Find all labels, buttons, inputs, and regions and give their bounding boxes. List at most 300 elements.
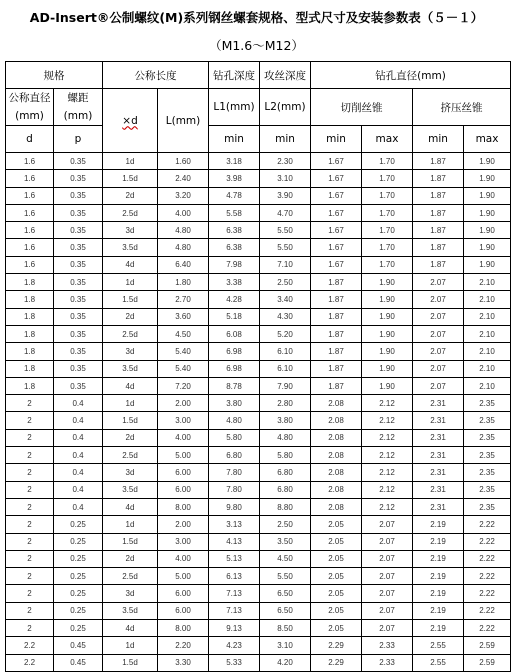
table-cell: 2.50 — [260, 516, 311, 533]
table-cell: 5.80 — [260, 447, 311, 464]
table-cell: 0.45 — [54, 654, 103, 671]
table-cell: 2.22 — [464, 585, 511, 602]
table-cell: 7.13 — [209, 585, 260, 602]
table-cell: 0.4 — [54, 395, 103, 412]
table-cell: 2.07 — [362, 550, 413, 567]
table-cell: 5.40 — [158, 343, 209, 360]
table-cell: 2.31 — [413, 429, 464, 446]
table-cell: 0.35 — [54, 308, 103, 325]
table-cell: 0.35 — [54, 343, 103, 360]
table-cell: 4.80 — [158, 222, 209, 239]
table-row — [6, 395, 511, 412]
header-l1: L1(mm) — [209, 89, 260, 126]
table-cell: 4.30 — [260, 308, 311, 325]
table-cell: 1.90 — [464, 204, 511, 221]
table-cell: 1.90 — [464, 153, 511, 170]
table-cell: 1.5d — [103, 654, 158, 671]
table-cell: 0.25 — [54, 620, 103, 637]
table-cell: 2 — [6, 498, 54, 515]
table-cell: 2.07 — [413, 274, 464, 291]
table-cell: 4.28 — [209, 291, 260, 308]
table-cell: 2 — [6, 602, 54, 619]
table-cell: 1.90 — [464, 239, 511, 256]
table-cell: 2.08 — [311, 481, 362, 498]
table-cell: 2.5d — [103, 447, 158, 464]
table-cell: 0.35 — [54, 222, 103, 239]
table-cell: 0.35 — [54, 170, 103, 187]
table-cell: 2 — [6, 412, 54, 429]
table-cell: 1d — [103, 153, 158, 170]
table-row — [6, 429, 511, 446]
table-cell: 2.10 — [464, 360, 511, 377]
table-cell: 4.80 — [158, 239, 209, 256]
table-cell: 2.08 — [311, 395, 362, 412]
table-cell: 1.67 — [311, 170, 362, 187]
table-cell: 1.5d — [103, 412, 158, 429]
table-cell: 2d — [103, 429, 158, 446]
table-cell: 6.38 — [209, 239, 260, 256]
table-cell: 3.90 — [260, 187, 311, 204]
table-cell: 2.22 — [464, 533, 511, 550]
table-cell: 2.55 — [413, 654, 464, 671]
table-cell: 2 — [6, 395, 54, 412]
table-cell: 1.6 — [6, 256, 54, 273]
header-length-l: L(mm) — [158, 89, 209, 153]
table-cell: 2.31 — [413, 395, 464, 412]
table-cell: 0.35 — [54, 291, 103, 308]
table-cell: 6.50 — [260, 602, 311, 619]
table-cell: 2.07 — [413, 325, 464, 342]
header-cutting-min: min — [311, 126, 362, 153]
table-cell: 2.07 — [362, 585, 413, 602]
header-pitch — [54, 89, 103, 126]
table-cell: 4d — [103, 498, 158, 515]
table-cell: 1.87 — [311, 360, 362, 377]
table-cell: 0.35 — [54, 256, 103, 273]
table-cell: 2.35 — [464, 412, 511, 429]
table-cell: 1.8 — [6, 308, 54, 325]
table-cell: 2.29 — [311, 654, 362, 671]
table-cell: 5.20 — [260, 325, 311, 342]
table-row — [6, 377, 511, 394]
table-row — [6, 153, 511, 170]
table-row — [6, 256, 511, 273]
table-row — [6, 516, 511, 533]
table-cell: 3.38 — [209, 274, 260, 291]
table-cell: 2.08 — [311, 498, 362, 515]
table-cell: 2 — [6, 429, 54, 446]
table-cell: 1.6 — [6, 187, 54, 204]
table-cell: 4.00 — [158, 550, 209, 567]
table-cell: 2.50 — [260, 274, 311, 291]
header-drill-diameter: 钻孔直径(mm) — [311, 62, 511, 89]
table-row — [6, 222, 511, 239]
header-l2: L2(mm) — [260, 89, 311, 126]
table-cell: 5.50 — [260, 239, 311, 256]
header-cutting-tap: 切削丝锥 — [311, 89, 413, 126]
table-cell: 5.18 — [209, 308, 260, 325]
table-cell: 2.07 — [413, 343, 464, 360]
header-forming-max: max — [464, 126, 511, 153]
table-cell: 1.70 — [362, 153, 413, 170]
table-cell: 8.78 — [209, 377, 260, 394]
table-cell: 1.80 — [158, 274, 209, 291]
table-cell: 2.05 — [311, 620, 362, 637]
table-cell: 4d — [103, 256, 158, 273]
spec-table — [5, 61, 511, 672]
header-p-symbol: p — [54, 126, 103, 153]
table-cell: 1.87 — [311, 291, 362, 308]
table-cell: 4d — [103, 620, 158, 637]
table-cell: 1.70 — [362, 239, 413, 256]
table-row — [6, 343, 511, 360]
table-cell: 2.10 — [464, 325, 511, 342]
table-cell: 2d — [103, 550, 158, 567]
table-cell: 2 — [6, 568, 54, 585]
table-cell: 2.19 — [413, 602, 464, 619]
table-cell: 2.05 — [311, 533, 362, 550]
table-cell: 7.80 — [209, 481, 260, 498]
table-cell: 4.50 — [158, 325, 209, 342]
header-xd: ×d — [103, 89, 158, 153]
table-row — [6, 239, 511, 256]
table-cell: 4.13 — [209, 533, 260, 550]
table-cell: 2.5d — [103, 204, 158, 221]
table-cell: 1.6 — [6, 153, 54, 170]
table-cell: 6.08 — [209, 325, 260, 342]
table-cell: 1.87 — [311, 325, 362, 342]
table-cell: 4.78 — [209, 187, 260, 204]
table-cell: 2.2 — [6, 654, 54, 671]
table-cell: 1.70 — [362, 187, 413, 204]
table-cell: 2.19 — [413, 550, 464, 567]
table-cell: 6.80 — [260, 481, 311, 498]
table-cell: 3.20 — [158, 187, 209, 204]
table-cell: 3.5d — [103, 481, 158, 498]
table-cell: 2.12 — [362, 395, 413, 412]
table-cell: 3.10 — [260, 637, 311, 654]
table-cell: 2.30 — [260, 153, 311, 170]
table-cell: 3.98 — [209, 170, 260, 187]
table-cell: 1.90 — [362, 343, 413, 360]
table-cell: 8.50 — [260, 620, 311, 637]
table-cell: 0.4 — [54, 412, 103, 429]
table-row — [6, 204, 511, 221]
table-cell: 2.12 — [362, 429, 413, 446]
table-row — [6, 498, 511, 515]
table-cell: 2 — [6, 585, 54, 602]
header-nominal-length: 公称长度 — [103, 62, 209, 89]
table-cell: 3d — [103, 343, 158, 360]
table-cell: 1.5d — [103, 291, 158, 308]
table-header — [6, 62, 511, 153]
table-row — [6, 170, 511, 187]
table-cell: 2.5d — [103, 325, 158, 342]
header-forming-tap: 挤压丝锥 — [413, 89, 511, 126]
table-cell: 1.70 — [362, 204, 413, 221]
table-cell: 3d — [103, 222, 158, 239]
table-cell: 0.25 — [54, 568, 103, 585]
table-cell: 2.70 — [158, 291, 209, 308]
table-cell: 2.35 — [464, 395, 511, 412]
table-row — [6, 533, 511, 550]
table-cell: 6.10 — [260, 360, 311, 377]
table-cell: 3.40 — [260, 291, 311, 308]
table-cell: 3.18 — [209, 153, 260, 170]
table-cell: 5.33 — [209, 654, 260, 671]
table-cell: 2.2 — [6, 637, 54, 654]
table-cell: 2.07 — [362, 602, 413, 619]
table-row — [6, 291, 511, 308]
table-cell: 1.87 — [413, 204, 464, 221]
table-cell: 4.20 — [260, 654, 311, 671]
table-cell: 2.12 — [362, 464, 413, 481]
table-cell: 2.20 — [158, 637, 209, 654]
table-cell: 1d — [103, 395, 158, 412]
table-row — [6, 274, 511, 291]
table-cell: 2.12 — [362, 412, 413, 429]
table-cell: 2.19 — [413, 516, 464, 533]
table-cell: 1.87 — [311, 274, 362, 291]
table-cell: 3.5d — [103, 239, 158, 256]
table-cell: 1.90 — [464, 187, 511, 204]
table-cell: 1.70 — [362, 170, 413, 187]
table-cell: 7.20 — [158, 377, 209, 394]
table-cell: 1.90 — [362, 360, 413, 377]
table-cell: 6.98 — [209, 343, 260, 360]
table-cell: 2.07 — [362, 533, 413, 550]
table-cell: 0.25 — [54, 602, 103, 619]
table-cell: 7.98 — [209, 256, 260, 273]
table-cell: 2.00 — [158, 395, 209, 412]
table-cell: 2.31 — [413, 464, 464, 481]
table-cell: 6.10 — [260, 343, 311, 360]
table-cell: 1.67 — [311, 222, 362, 239]
table-row — [6, 187, 511, 204]
table-cell: 7.13 — [209, 602, 260, 619]
table-cell: 5.50 — [260, 568, 311, 585]
table-cell: 2.07 — [413, 360, 464, 377]
table-cell: 3.30 — [158, 654, 209, 671]
table-cell: 1.90 — [362, 377, 413, 394]
table-cell: 4.80 — [209, 412, 260, 429]
table-cell: 4.80 — [260, 429, 311, 446]
table-cell: 9.80 — [209, 498, 260, 515]
table-cell: 5.50 — [260, 222, 311, 239]
header-l2-min: min — [260, 126, 311, 153]
table-cell: 2.22 — [464, 516, 511, 533]
table-cell: 8.80 — [260, 498, 311, 515]
table-row — [6, 602, 511, 619]
document-subtitle: （M1.6～M12） — [209, 38, 304, 53]
table-cell: 2.07 — [362, 516, 413, 533]
table-cell: 6.80 — [260, 464, 311, 481]
table-cell: 0.4 — [54, 429, 103, 446]
table-cell: 2.29 — [311, 637, 362, 654]
table-cell: 1.87 — [413, 256, 464, 273]
table-cell: 2.80 — [260, 395, 311, 412]
table-cell: 4d — [103, 377, 158, 394]
table-cell: 1.8 — [6, 377, 54, 394]
table-cell: 2.05 — [311, 516, 362, 533]
table-cell: 2.35 — [464, 498, 511, 515]
table-cell: 2.07 — [362, 568, 413, 585]
table-cell: 3d — [103, 464, 158, 481]
table-row — [6, 654, 511, 671]
table-row — [6, 308, 511, 325]
table-cell: 1.67 — [311, 256, 362, 273]
table-cell: 3.5d — [103, 360, 158, 377]
table-cell: 2.05 — [311, 568, 362, 585]
table-cell: 2.08 — [311, 447, 362, 464]
table-cell: 1.87 — [311, 308, 362, 325]
table-cell: 2.59 — [464, 637, 511, 654]
table-cell: 1.87 — [413, 239, 464, 256]
table-cell: 2.05 — [311, 550, 362, 567]
table-cell: 0.45 — [54, 637, 103, 654]
table-cell: 1.90 — [464, 256, 511, 273]
table-cell: 0.35 — [54, 325, 103, 342]
table-cell: 6.40 — [158, 256, 209, 273]
table-row — [6, 481, 511, 498]
table-cell: 7.80 — [209, 464, 260, 481]
table-row — [6, 637, 511, 654]
header-pitch-unit: (mm) — [63, 110, 93, 122]
table-cell: 1d — [103, 516, 158, 533]
table-cell: 2.10 — [464, 308, 511, 325]
header-l1-min: min — [209, 126, 260, 153]
table-cell: 2.22 — [464, 620, 511, 637]
table-cell: 1.87 — [413, 187, 464, 204]
table-cell: 0.35 — [54, 153, 103, 170]
table-cell: 2d — [103, 187, 158, 204]
table-cell: 0.35 — [54, 187, 103, 204]
table-cell: 1.90 — [362, 325, 413, 342]
table-row — [6, 568, 511, 585]
table-cell: 5.13 — [209, 550, 260, 567]
table-cell: 2.22 — [464, 550, 511, 567]
table-cell: 6.80 — [209, 447, 260, 464]
table-cell: 2.05 — [311, 602, 362, 619]
table-cell: 1.67 — [311, 204, 362, 221]
header-nominal-diameter — [6, 89, 54, 126]
table-cell: 2.35 — [464, 447, 511, 464]
table-cell: 1.87 — [413, 153, 464, 170]
table-cell: 3.50 — [260, 533, 311, 550]
table-cell: 0.35 — [54, 274, 103, 291]
table-cell: 2.12 — [362, 481, 413, 498]
table-cell: 2.31 — [413, 481, 464, 498]
table-cell: 0.25 — [54, 585, 103, 602]
table-cell: 6.13 — [209, 568, 260, 585]
table-cell: 1.8 — [6, 291, 54, 308]
table-cell: 5.40 — [158, 360, 209, 377]
table-cell: 2.07 — [362, 620, 413, 637]
table-row — [6, 620, 511, 637]
header-nominal-diameter-unit: (mm) — [15, 110, 44, 122]
table-cell: 2.59 — [464, 654, 511, 671]
table-cell: 2.10 — [464, 377, 511, 394]
table-cell: 4.00 — [158, 429, 209, 446]
table-cell: 1.8 — [6, 360, 54, 377]
table-cell: 1.6 — [6, 204, 54, 221]
table-cell: 2.33 — [362, 654, 413, 671]
table-cell: 9.13 — [209, 620, 260, 637]
table-cell: 3.00 — [158, 412, 209, 429]
table-cell: 3.10 — [260, 170, 311, 187]
header-cutting-max: max — [362, 126, 413, 153]
table-cell: 1.87 — [413, 170, 464, 187]
header-nominal-diameter-label: 公称直径 — [8, 92, 51, 104]
table-cell: 0.25 — [54, 516, 103, 533]
table-cell: 2.55 — [413, 637, 464, 654]
table-cell: 0.35 — [54, 360, 103, 377]
table-cell: 2.19 — [413, 585, 464, 602]
table-cell: 2 — [6, 620, 54, 637]
table-cell: 2.22 — [464, 568, 511, 585]
table-cell: 2.19 — [413, 620, 464, 637]
header-d-symbol: d — [6, 126, 54, 153]
table-cell: 1.70 — [362, 222, 413, 239]
table-cell: 3.00 — [158, 533, 209, 550]
table-cell: 6.00 — [158, 585, 209, 602]
table-row — [6, 550, 511, 567]
table-cell: 1.8 — [6, 274, 54, 291]
table-cell: 6.98 — [209, 360, 260, 377]
table-cell: 2.08 — [311, 412, 362, 429]
table-cell: 5.00 — [158, 568, 209, 585]
table-cell: 1.67 — [311, 153, 362, 170]
table-row — [6, 412, 511, 429]
table-cell: 2.07 — [413, 291, 464, 308]
table-cell: 6.00 — [158, 464, 209, 481]
table-cell: 0.25 — [54, 533, 103, 550]
table-cell: 6.38 — [209, 222, 260, 239]
table-row — [6, 464, 511, 481]
table-cell: 2.05 — [311, 585, 362, 602]
header-spec: 规格 — [6, 62, 103, 89]
table-row — [6, 447, 511, 464]
table-cell: 1.67 — [311, 187, 362, 204]
header-forming-min: min — [413, 126, 464, 153]
table-cell: 0.4 — [54, 447, 103, 464]
table-cell: 2.31 — [413, 498, 464, 515]
table-cell: 6.00 — [158, 481, 209, 498]
table-cell: 2.10 — [464, 291, 511, 308]
table-cell: 1.87 — [311, 343, 362, 360]
table-cell: 4.50 — [260, 550, 311, 567]
table-cell: 3.5d — [103, 602, 158, 619]
table-cell: 1.5d — [103, 533, 158, 550]
table-cell: 8.00 — [158, 620, 209, 637]
table-cell: 2.19 — [413, 533, 464, 550]
table-cell: 5.80 — [209, 429, 260, 446]
table-cell: 2.08 — [311, 429, 362, 446]
table-cell: 2.40 — [158, 170, 209, 187]
table-cell: 2 — [6, 481, 54, 498]
table-cell: 1.70 — [362, 256, 413, 273]
table-cell: 1.87 — [311, 377, 362, 394]
table-cell: 1d — [103, 637, 158, 654]
table-row — [6, 325, 511, 342]
table-cell: 0.25 — [54, 550, 103, 567]
table-cell: 1.90 — [464, 170, 511, 187]
table-cell: 0.35 — [54, 204, 103, 221]
table-cell: 2.19 — [413, 568, 464, 585]
header-tap-depth: 攻丝深度 — [260, 62, 311, 89]
table-cell: 4.00 — [158, 204, 209, 221]
table-cell: 1.8 — [6, 343, 54, 360]
